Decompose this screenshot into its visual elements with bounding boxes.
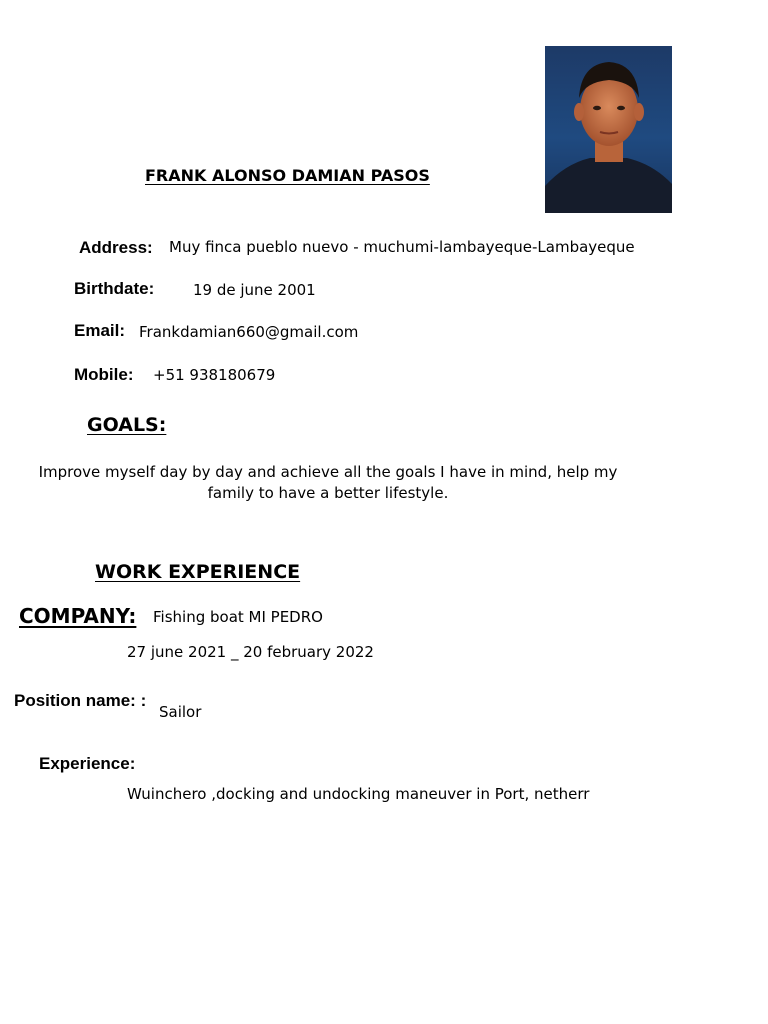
email-label: Email:	[74, 321, 126, 340]
experience-value: Wuinchero ,docking and undocking maneuver in Port, netherr	[127, 785, 590, 803]
position-label: Position name: :	[14, 691, 147, 710]
birthdate-label: Birthdate:	[74, 279, 155, 298]
birthdate-value: 19 de june 2001	[193, 281, 316, 299]
goals-text: Improve myself day by day and achieve all the goals I have in mind, help my family to have a better lifestyle.	[38, 463, 618, 502]
company-label: COMPANY:	[19, 604, 137, 628]
experience-label: Experience:	[39, 754, 136, 773]
mobile-label: Mobile:	[74, 365, 134, 384]
position-value: Sailor	[159, 703, 202, 721]
goals-heading: GOALS:	[87, 414, 167, 436]
address-value: Muy finca pueblo nuevo - muchumi-lambayeque-Lambayeque	[169, 238, 635, 256]
person-portrait-icon	[545, 46, 672, 213]
company-value: Fishing boat MI PEDRO	[153, 608, 323, 626]
employment-dates: 27 june 2021 _ 20 february 2022	[127, 643, 374, 661]
mobile-value: +51 938180679	[153, 366, 276, 384]
email-value: Frankdamian660@gmail.com	[139, 323, 359, 341]
address-label: Address:	[79, 238, 153, 257]
candidate-name: FRANK ALONSO DAMIAN PASOS	[145, 166, 430, 185]
profile-photo	[545, 46, 672, 213]
work-experience-heading: WORK EXPERIENCE	[95, 561, 301, 583]
